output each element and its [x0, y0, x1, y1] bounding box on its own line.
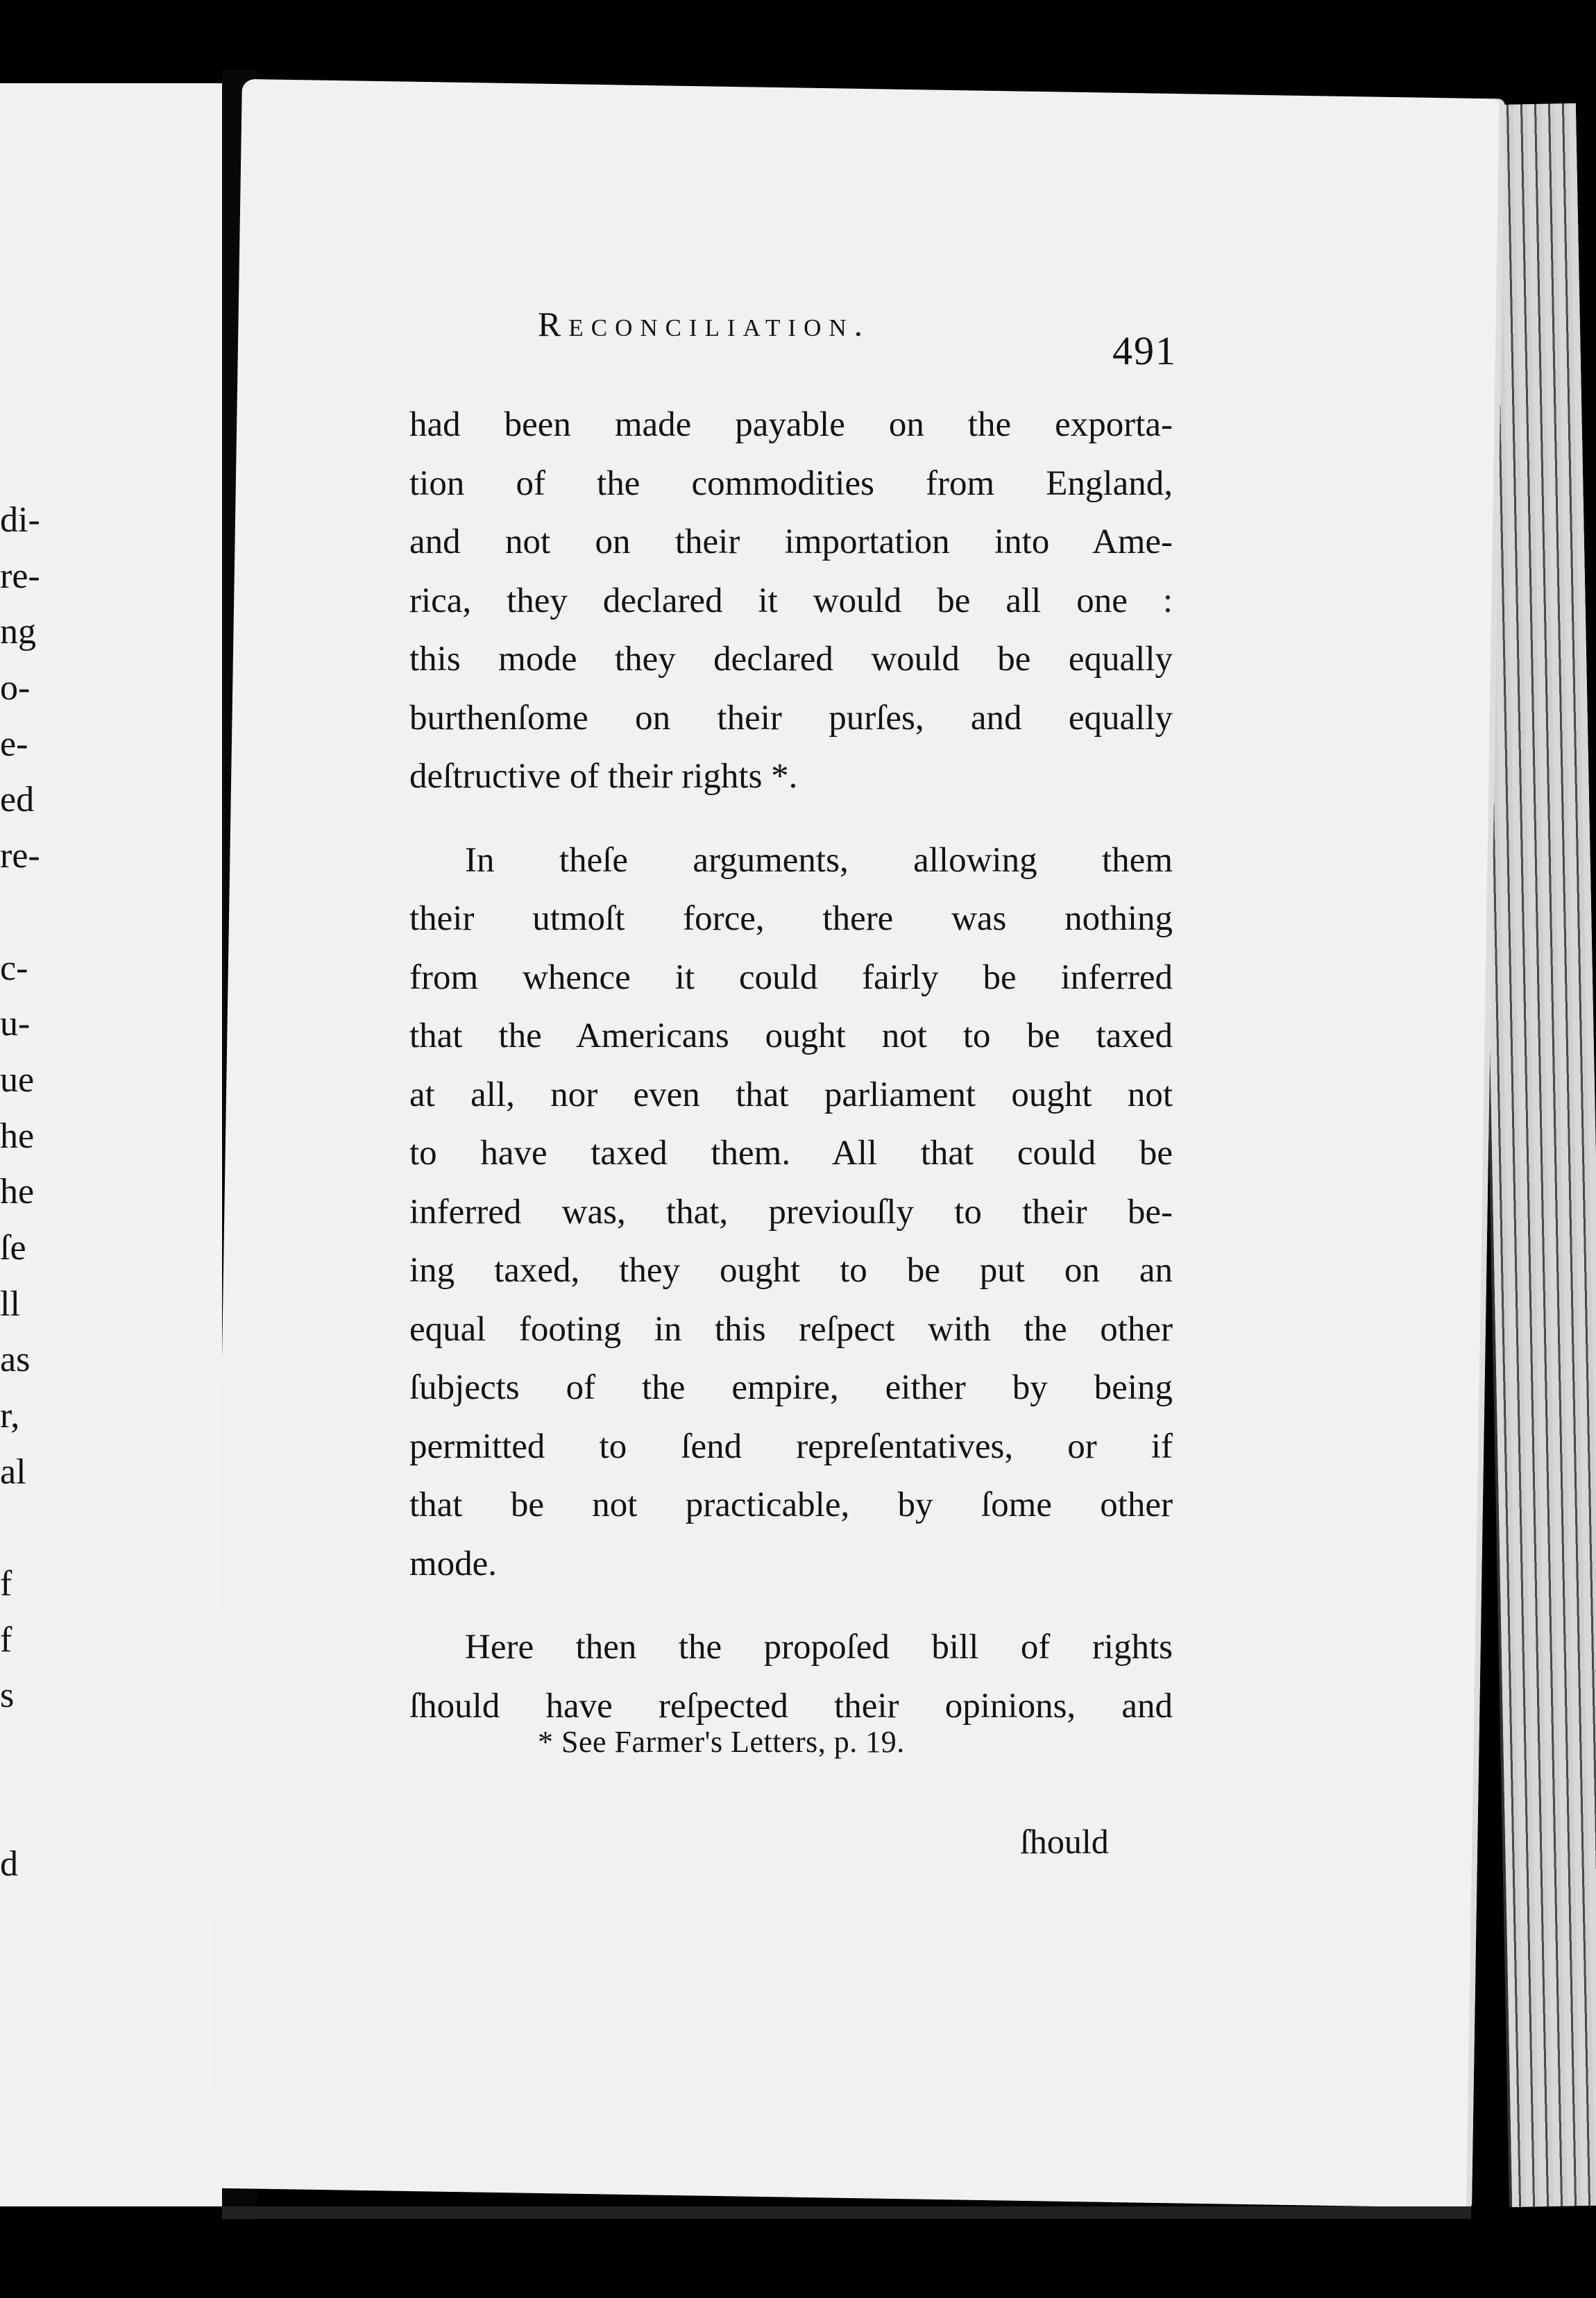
fragment-line	[0, 1780, 69, 1837]
fragment-line	[0, 885, 69, 941]
text-line: ing taxed, they ought to be put on an	[409, 1251, 1173, 1290]
fragment-line: re-	[0, 836, 40, 876]
fragment-line	[0, 1724, 69, 1780]
fragment-line: di-	[0, 500, 40, 540]
fragment-line: al	[0, 1452, 26, 1492]
text-line: had been made payable on the exporta-	[409, 405, 1173, 444]
text-line: ſhould have reſpected their opinions, and	[409, 1686, 1173, 1726]
fragment-line	[0, 1500, 69, 1556]
facing-page-text-fragments	[0, 493, 69, 1892]
text-line: burthenſome on their purſes, and equally	[409, 698, 1173, 738]
fragment-line: c-	[0, 948, 28, 988]
fragment-line: s	[0, 1676, 15, 1716]
fragment-line: as	[0, 1340, 31, 1380]
text-line: deſtructive of their rights *.	[409, 757, 798, 796]
running-title: Reconciliation.	[538, 305, 871, 343]
text-line: In theſe arguments, allowing them	[465, 840, 1173, 880]
paragraph	[409, 831, 1173, 1594]
fragment-line: ed	[0, 780, 35, 820]
fragment-line: f	[0, 1564, 12, 1604]
fragment-line: r,	[0, 1396, 20, 1436]
text-line: rica, they declared it would be all one :	[409, 581, 1173, 620]
text-line: from whence it could fairly be inferred	[409, 958, 1173, 997]
text-line: ſubjects of the empire, either by being	[409, 1368, 1173, 1407]
fragment-line: ue	[0, 1059, 35, 1100]
fragment-line: he	[0, 1116, 35, 1156]
text-line: inferred was, that, previouſly to their be-	[409, 1192, 1173, 1232]
fragment-line: e-	[0, 724, 28, 764]
text-line: that the Americans ought not to be taxed	[409, 1016, 1173, 1055]
footnote: * See Farmer's Letters, p. 19.	[538, 1725, 905, 1759]
text-line: and not on their importation into Ame-	[409, 522, 1173, 561]
text-line: mode.	[409, 1544, 498, 1583]
fragment-line: u-	[0, 1004, 31, 1044]
text-line: tion of the commodities from England,	[409, 463, 1173, 503]
fragment-line: o-	[0, 668, 31, 708]
page-number: 491	[1112, 328, 1177, 373]
fragment-line: re-	[0, 556, 40, 596]
text-line: that be not practicable, by ſome other	[409, 1486, 1173, 1524]
paragraph	[409, 1618, 1173, 1735]
text-line: Here then the propoſed bill of rights	[465, 1628, 1173, 1667]
page-bottom-edge	[222, 2206, 1471, 2219]
body-text	[409, 395, 1173, 1735]
paragraph	[409, 395, 1173, 806]
fragment-line: ſe	[0, 1227, 26, 1268]
text-line: permitted to ſend repreſentatives, or if	[409, 1427, 1173, 1466]
text-line: this mode they declared would be equally	[409, 640, 1173, 679]
fragment-line: he	[0, 1172, 35, 1212]
text-line: equal footing in this reſpect with the other	[409, 1309, 1173, 1349]
fragment-line: ll	[0, 1284, 20, 1324]
fragment-line: ng	[0, 612, 36, 652]
catchword: ſhould	[1020, 1822, 1109, 1861]
text-line: to have taxed them. All that could be	[409, 1134, 1173, 1173]
text-line: at all, nor even that parliament ought not	[409, 1075, 1173, 1114]
fragment-line: f	[0, 1619, 12, 1660]
text-line: their utmoſt force, there was nothing	[409, 899, 1173, 938]
fragment-line: d	[0, 1844, 18, 1884]
facing-page-left	[0, 83, 226, 2206]
